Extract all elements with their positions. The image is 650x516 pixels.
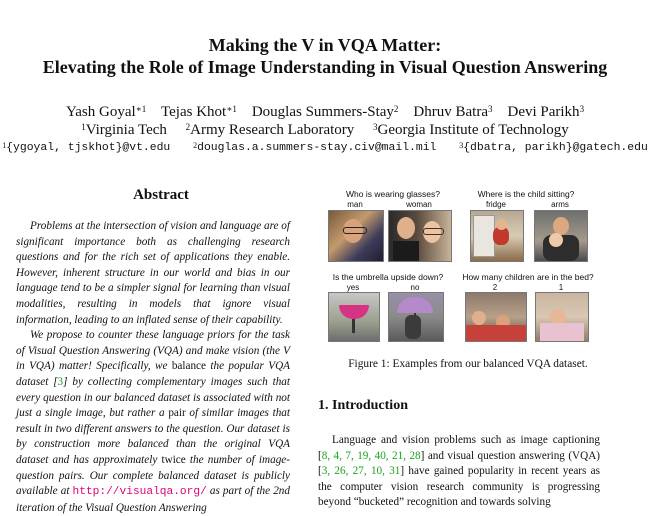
paper-title-line2: Elevating the Role of Image Understanding in Visual Question Answering (42, 57, 608, 77)
figure-photo-two-children-bed (465, 292, 527, 342)
citation-link[interactable]: 8, 4, 7, 19, 40, 21, 28 (321, 449, 421, 462)
figure-caption: Figure 1: Examples from our balanced VQA dataset. (348, 358, 588, 370)
affiliation: Georgia Institute of Technology (377, 122, 569, 138)
section-heading-introduction: 1. Introduction (318, 398, 408, 413)
figure-photo-one-child-bed (535, 292, 589, 342)
email: {dbatra, parikh}@gatech.edu (463, 142, 648, 154)
figure-photo-man-glasses (328, 210, 384, 262)
author-list: Yash Goyal$^{∗1}$ Tejas Khot$^{∗1}$ Douglas Summers-Stay$^2$ Dhruv Batra$^3$ Devi Parikh$^3$ (65, 104, 585, 120)
author-name: Yash Goyal (65, 104, 136, 120)
abstract-paragraph-2: We propose to counter these language priors for the task of Visual Question Answering (VQA) and make vision (the V in VQA) matter! Specifically, we balance the popular VQA dataset [3] by collecting complementary images such that every question in our balanced dataset is associated with not just a single image, but rather a pair of similar images that result in two different answers to the question. Our dataset is by construction more balanced than the original VQA dataset and has approximately twice the number of image-question pairs. Our complete balanced dataset is publicly available at http://visualqa.org/ as part of the 2nd iteration of the Visual Question Answering (16, 329, 290, 514)
figure-question: Where is the child sitting? (477, 189, 575, 199)
figure-answer: no (410, 283, 420, 292)
email: {ygoyal, tjskhot}@vt.edu (6, 142, 171, 154)
figure-answer: arms (551, 200, 569, 209)
affiliation: Army Research Laboratory (190, 122, 355, 138)
author-name: Dhruv Batra (413, 104, 488, 120)
figure-photo-child-arms (534, 210, 588, 262)
figure-photo-umbrella-upright (388, 292, 444, 342)
figure-answer: 1 (558, 283, 564, 292)
figure-photo-umbrella-upside-down (328, 292, 380, 342)
figure-answer: woman (406, 200, 432, 209)
figure-question: Is the umbrella upside down? (332, 272, 444, 282)
abstract-heading: Abstract (133, 187, 189, 203)
dataset-url-link[interactable]: http://visualqa.org/ (72, 486, 207, 499)
citation-link[interactable]: 3 (57, 375, 64, 388)
figure-answer: fridge (485, 200, 506, 209)
affiliation: Virginia Tech (85, 122, 167, 138)
author-name: Tejas Khot (161, 104, 227, 120)
figure-question: Who is wearing glasses? (345, 189, 440, 199)
introduction-body (318, 433, 600, 511)
abstract-body (16, 219, 290, 516)
citation-link[interactable]: 3, 26, 27, 10, 31 (321, 465, 401, 478)
figure-answer: 2 (492, 283, 498, 292)
figure-answer: yes (346, 283, 360, 292)
email-list: $^1${ygoyal, tjskhot}@vt.edu $^2$douglas.a.summers-stay.civ@mail.mil $^3${dbatra, parikh}@gatech.edu (2, 141, 648, 154)
email: douglas.a.summers-stay.civ@mail.mil (197, 142, 437, 154)
figure-question: How many children are in the bed? (462, 272, 594, 282)
paper-title-line1: Making the V in VQA Matter: (208, 35, 442, 55)
author-name: Devi Parikh (507, 104, 580, 120)
figure-answer: man (347, 200, 363, 209)
figure-photo-woman-glasses (388, 210, 452, 262)
introduction-paragraph-1: Language and vision problems such as image captioning [8, 4, 7, 19, 40, 21, 28] and visual question answering (VQA) [3, 26, 27, 10, 31] have gained popularity in recent years as the computer vision research community is progressing beyond “bucketed” recognition and towards solving (318, 434, 601, 509)
affiliation-list: $^1$Virginia Tech $^2$Army Research Laboratory $^3$Georgia Institute of Technology (81, 122, 569, 138)
author-name: Douglas Summers-Stay (251, 104, 394, 120)
figure-photo-child-fridge (470, 210, 524, 262)
abstract-paragraph-1: Problems at the intersection of vision and language are of significant importance both as challenging research questions and for the rich set of applications they enable. However, inherent structure in our world and bias in our language tend to be a simpler signal for learning than visual modalities, resulting in models that ignore visual information, leading to an inflated sense of their capability. (16, 220, 290, 326)
